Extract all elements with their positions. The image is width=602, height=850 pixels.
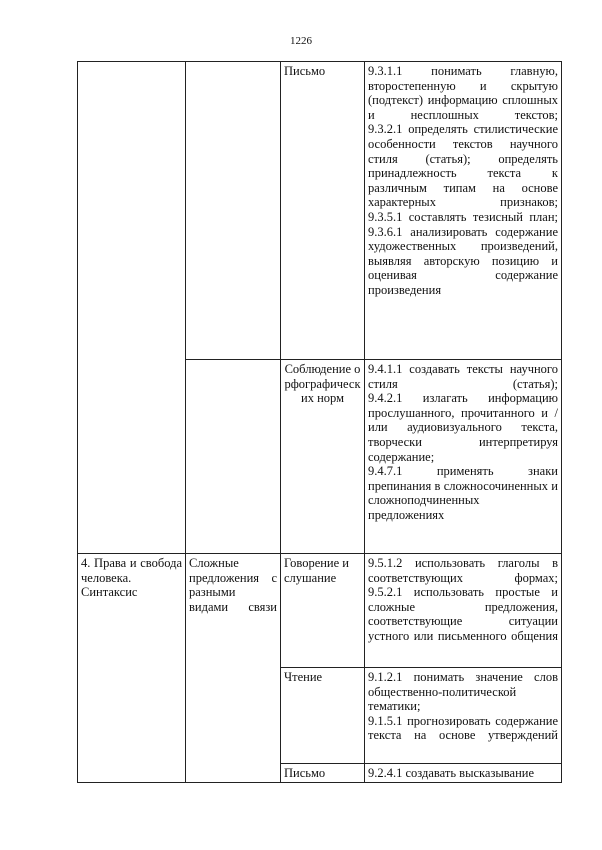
skill-label: Соблюдение орфографических норм bbox=[284, 362, 361, 406]
theme-cell bbox=[78, 554, 186, 783]
objective-item: 9.3.1.1 понимать главную, второстепенную и скрытую (подтекст) информацию сплошных и несплошных текстов; bbox=[368, 64, 558, 122]
skill-cell bbox=[281, 554, 365, 668]
skill-cell bbox=[281, 360, 365, 554]
topic-cell-empty bbox=[186, 62, 281, 360]
skill-label: Письмо bbox=[284, 64, 326, 78]
objective-item: 9.4.1.1 создавать тексты научного стиля (статья); bbox=[368, 362, 558, 391]
objective-item: 9.3.5.1 составлять тезисный план; bbox=[368, 209, 558, 224]
table-row bbox=[78, 554, 562, 668]
objective-item: 9.4.7.1 применять знаки препинания в сложносочиненных и сложноподчиненных предложениях bbox=[368, 464, 558, 522]
objective-item: 9.5.2.1 использовать простые и сложные предложения, соответствующие ситуации устного или письменного общения bbox=[368, 585, 558, 643]
objective-item: 9.4.2.1 излагать информацию прослушанного, прочитанного и / или аудиовизуального текста, творчески интерпретируя содержание; bbox=[368, 391, 558, 464]
topic-cell-empty bbox=[186, 360, 281, 554]
skill-label: Чтение bbox=[284, 670, 323, 684]
curriculum-table bbox=[77, 61, 562, 783]
objectives-cell bbox=[365, 360, 562, 554]
objective-item: 9.1.5.1 прогнозировать содержание текста на основе утверждений bbox=[368, 713, 558, 743]
table-row bbox=[78, 62, 562, 360]
skill-cell bbox=[281, 668, 365, 764]
objectives-cell bbox=[365, 764, 562, 783]
objective-item: 9.5.1.2 использовать глаголы в соответствующих формах; bbox=[368, 556, 558, 585]
theme-label: 4. Права и свобода человека. Синтаксис bbox=[81, 556, 182, 600]
skill-label: Говорение и слушание bbox=[284, 556, 349, 585]
objectives-cell bbox=[365, 668, 562, 764]
topic-label: Сложные предложения с разными видами связи bbox=[189, 556, 277, 614]
objective-item: 9.1.2.1 понимать значение слов общественно-политической тематики; bbox=[368, 670, 558, 714]
skill-cell bbox=[281, 62, 365, 360]
objective-item: 9.3.2.1 определять стилистические особенности текстов научного стиля (статья); определять принадлежность текста к различным типам на основе характерных признаков; bbox=[368, 122, 558, 210]
theme-cell-empty bbox=[78, 62, 186, 554]
objective-item: 9.2.4.1 создавать высказывание bbox=[368, 766, 534, 780]
skill-label: Письмо bbox=[284, 766, 326, 780]
objectives-cell bbox=[365, 62, 562, 360]
page-number: 1226 bbox=[290, 35, 312, 47]
skill-cell bbox=[281, 764, 365, 783]
objective-item: 9.3.6.1 анализировать содержание художественных произведений, выявляя авторскую позицию и оценивая содержание произведения bbox=[368, 224, 558, 297]
objectives-cell bbox=[365, 554, 562, 668]
topic-cell bbox=[186, 554, 281, 783]
